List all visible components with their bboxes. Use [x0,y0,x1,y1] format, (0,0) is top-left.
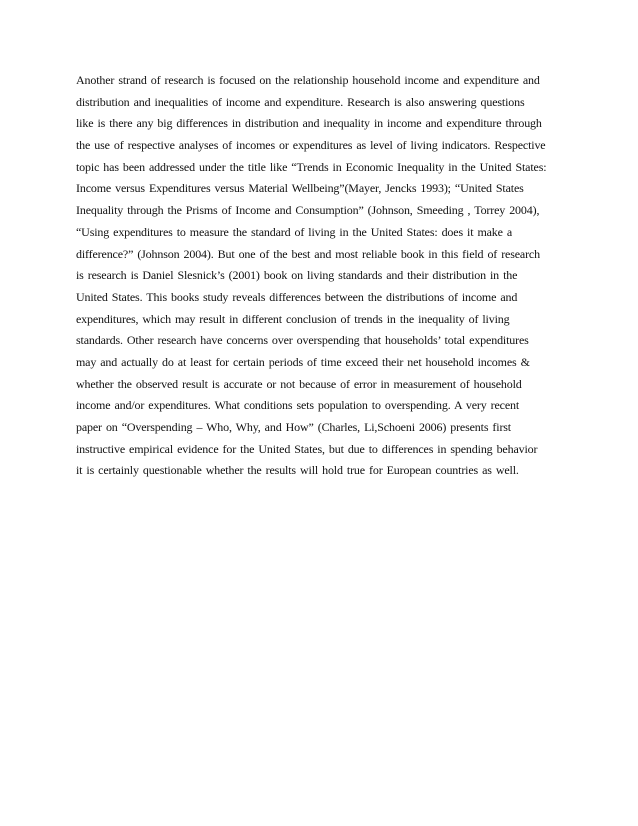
text-line: it is certainly questionable whether the results will hold true for European countries as well. [76,463,519,478]
text-line: instructive empirical evidence for the United States, but due to differences in spending behavior [76,441,538,456]
text-line: “Using expenditures to measure the standard of living in the United States: does it make a [76,224,513,239]
text-line: Inequality through the Prisms of Income and Consumption” (Johnson, Smeeding , Torrey 2004), [76,203,540,218]
text-line: Another strand of research is focused on the relationship household income and expenditure and [76,73,540,87]
text-line: the use of respective analyses of incomes or expenditures as level of living indicators. Respective [76,138,546,153]
text-line: expenditures, which may result in different conclusion of trends in the inequality of living [76,311,510,326]
text-line: whether the observed result is accurate or not because of error in measurement of household [76,376,522,391]
text-line: United States. This books study reveals differences between the distributions of income and [76,289,518,304]
text-line: paper on “Overspending – Who, Why, and How” (Charles, Li,Schoeni 2006) presents first [76,420,511,434]
text-line: like is there any big differences in distribution and inequality in income and expenditure through [76,116,542,131]
text-line: Income versus Expenditures versus Material Wellbeing”(Mayer, Jencks 1993); “United States [76,181,524,196]
text-line: is research is Daniel Slesnick’s (2001) book on living standards and their distribution in the [76,268,518,283]
text-line: difference?” (Johnson 2004). But one of the best and most reliable book in this field of research [76,246,540,261]
text-line: standards. Other research have concerns over overspending that households’ total expenditures [76,333,529,348]
text-line: income and/or expenditures. What conditions sets population to overspending. A very recent [76,398,520,413]
text-line: distribution and inequalities of income and expenditure. Research is also answering questions [76,94,525,109]
body-paragraph [76,70,576,482]
text-line: topic has been addressed under the title like “Trends in Economic Inequality in the United States: [76,159,547,174]
text-line: may and actually do at least for certain periods of time exceed their net household incomes & [76,354,530,369]
